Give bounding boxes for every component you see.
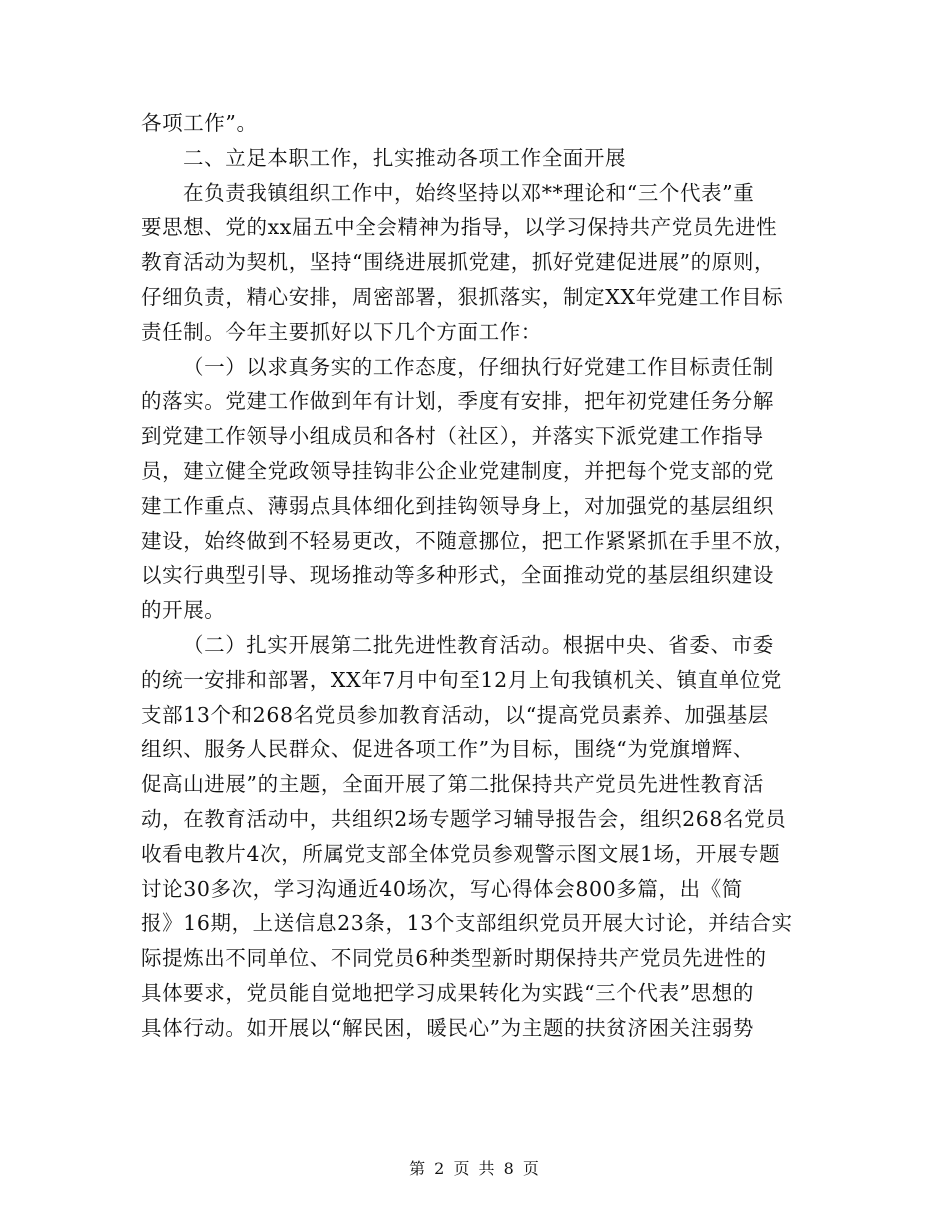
text-line: 报》16期，上送信息23条，13个支部组织党员开展大讨论，并结合实	[141, 911, 793, 936]
text-line: 讨论30多次，学习沟通近40场次，写心得体会800多篇，出《简	[141, 876, 743, 901]
text-line: 仔细负责，精心安排，周密部署，狠抓落实，制定XX年党建工作目标	[141, 284, 784, 309]
text-line: 的落实。党建工作做到年有计划，季度有安排，把年初党建任务分解	[141, 389, 774, 414]
text-line: 教育活动为契机，坚持“围绕进展抓党建，抓好党建促进展”的原则，	[141, 250, 776, 275]
text-line: 动，在教育活动中，共组织2场专题学习辅导报告会，组织268名党员	[141, 806, 787, 831]
text-line: 的开展。	[141, 598, 226, 623]
text-line: 际提炼出不同单位、不同党员6种类型新时期保持共产党员先进性的	[141, 946, 767, 971]
text-line: 的统一安排和部署，XX年7月中旬至12月上旬我镇机关、镇直单位党	[141, 667, 783, 692]
text-line: 具体要求，党员能自觉地把学习成果转化为实践“三个代表”思想的	[141, 980, 754, 1005]
text-line: 收看电教片4次，所属党支部全体党员参观警示图文展1场，开展专题	[141, 841, 781, 866]
document-body	[141, 106, 813, 1046]
text-line: （二）扎实开展第二批先进性教育活动。根据中央、省委、市委	[183, 632, 774, 657]
text-line: 各项工作”。	[141, 111, 258, 135]
text-line: 要思想、党的xx届五中全会精神为指导，以学习保持共产党员先进性	[141, 215, 778, 240]
text-line: 组织、服务人民群众、促进各项工作”为目标，围绕“为党旗增辉、	[141, 737, 754, 762]
page-footer: 第 2 页 共 8 页	[409, 1159, 541, 1178]
text-line: 建设，始终做到不轻易更改，不随意挪位，把工作紧紧抓在手里不放，	[141, 528, 796, 553]
text-line: 到党建工作领导小组成员和各村（社区），并落实下派党建工作指导	[141, 424, 764, 449]
text-line: 二、立足本职工作，扎实推动各项工作全面开展	[183, 145, 627, 170]
text-line: 员，建立健全党政领导挂钩非公企业党建制度，并把每个党支部的党	[141, 458, 774, 483]
text-line: 具体行动。如开展以“解民困，暖民心”为主题的扶贫济困关注弱势	[141, 1015, 754, 1040]
text-line: 以实行典型引导、现场推动等多种形式，全面推动党的基层组织建设	[141, 563, 774, 588]
text-line: （一）以求真务实的工作态度，仔细执行好党建工作目标责任制	[183, 354, 774, 379]
text-line: 促高山进展”的主题，全面开展了第二批保持共产党员先进性教育活	[141, 772, 764, 797]
text-line: 在负责我镇组织工作中，始终坚持以邓**理论和“三个代表”重	[183, 180, 755, 205]
text-line: 责任制。今年主要抓好以下几个方面工作：	[141, 319, 542, 344]
text-line: 建工作重点、薄弱点具体细化到挂钩领导身上，对加强党的基层组织	[141, 493, 774, 518]
text-line: 支部13个和268名党员参加教育活动，以“提高党员素养、加强基层	[141, 702, 769, 727]
